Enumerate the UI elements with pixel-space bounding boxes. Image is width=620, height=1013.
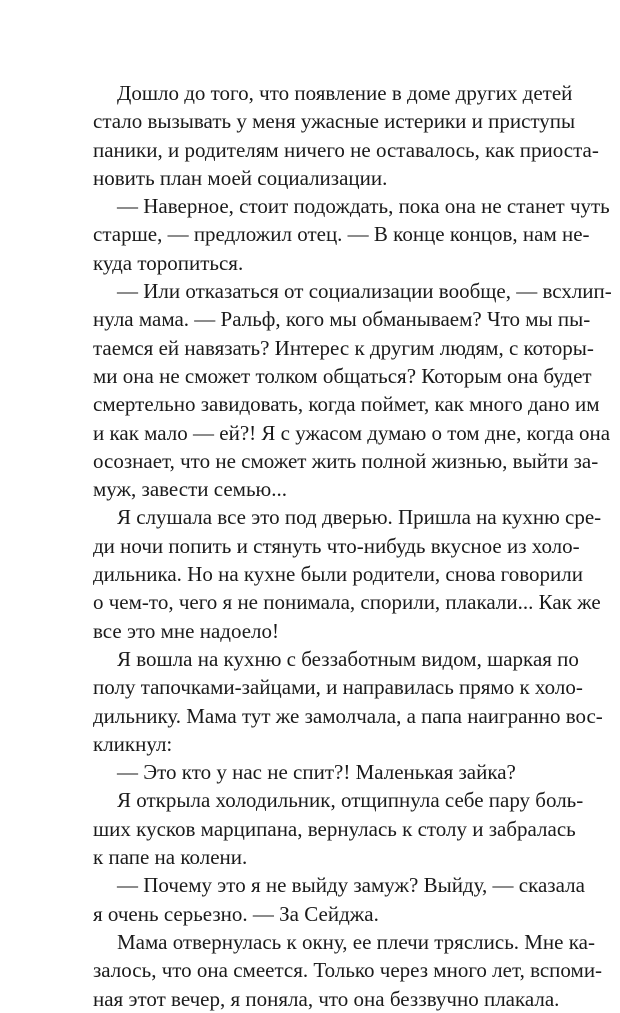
- text-line: стало вызывать у меня ужасные истерики и приступы: [93, 109, 576, 134]
- text-line: Мама отвернулась к окну, ее плечи тряслись. Мне ка-: [117, 929, 595, 954]
- text-line: ми она не сможет толком общаться? Которым она будет: [93, 363, 592, 388]
- text-line: и как мало — ей?! Я с ужасом думаю о том дне, когда она: [93, 420, 611, 445]
- text-line: нула мама. — Ральф, кого мы обманываем? Что мы пы-: [93, 307, 591, 332]
- text-line: осознает, что не сможет жить полной жизнью, выйти за-: [93, 448, 599, 473]
- text-line: старше, — предложил отец. — В конце концов, нам не-: [93, 222, 590, 247]
- text-line: паники, и родителям ничего не оставалось, как приоста-: [93, 137, 599, 162]
- text-line: Дошло до того, что появление в доме других детей: [117, 81, 573, 105]
- text-line: к папе на колени.: [93, 845, 248, 870]
- text-line: дильнику. Мама тут же замолчала, а папа наигранно вос-: [93, 703, 603, 728]
- text-line: — Почему это я не выйду замуж? Выйду, — сказала: [117, 873, 585, 898]
- text-line: — Это кто у нас не спит?! Маленькая зайка?: [117, 760, 516, 785]
- text-line: все это мне надоело!: [93, 618, 279, 643]
- text-line: Я открыла холодильник, отщипнула себе пару боль-: [117, 788, 584, 813]
- text-line: — Наверное, стоит подождать, пока она не станет чуть: [117, 194, 610, 219]
- text-line: — Или отказаться от социализации вообще, — всхлип-: [117, 279, 612, 304]
- text-line: смертельно завидовать, когда поймет, как много дано им: [93, 392, 600, 417]
- text-line: ная этот вечер, я поняла, что она беззвучно плакала.: [93, 986, 560, 1011]
- text-line: дильника. Но на кухне были родители, снова говорили: [93, 562, 583, 587]
- text-line: полу тапочками-зайцами, и направилась прямо к холо-: [93, 675, 583, 700]
- text-line: Я вошла на кухню с беззаботным видом, шаркая по: [117, 646, 579, 671]
- text-line: ди ночи попить и стянуть что-нибудь вкусное из холо-: [93, 533, 580, 558]
- text-line: залось, что она смеется. Только через много лет, вспоми-: [93, 958, 603, 983]
- text-line: Я слушала все это под дверью. Пришла на кухню сре-: [117, 505, 602, 530]
- text-line: кликнул:: [93, 731, 173, 756]
- text-line: новить план моей социализации.: [93, 165, 388, 190]
- text-line: муж, завести семью...: [93, 477, 287, 502]
- text-line: таемся ей навязать? Интерес к другим людям, с которы-: [93, 335, 594, 360]
- text-line: ших кусков марципана, вернулась к столу и забралась: [93, 816, 576, 841]
- text-line: куда торопиться.: [93, 250, 244, 275]
- text-line: я очень серьезно. — За Сейджа.: [93, 901, 379, 926]
- text-line: о чем-то, чего я не понимала, спорили, плакали... Как же: [93, 590, 601, 615]
- body-text: [93, 79, 612, 1013]
